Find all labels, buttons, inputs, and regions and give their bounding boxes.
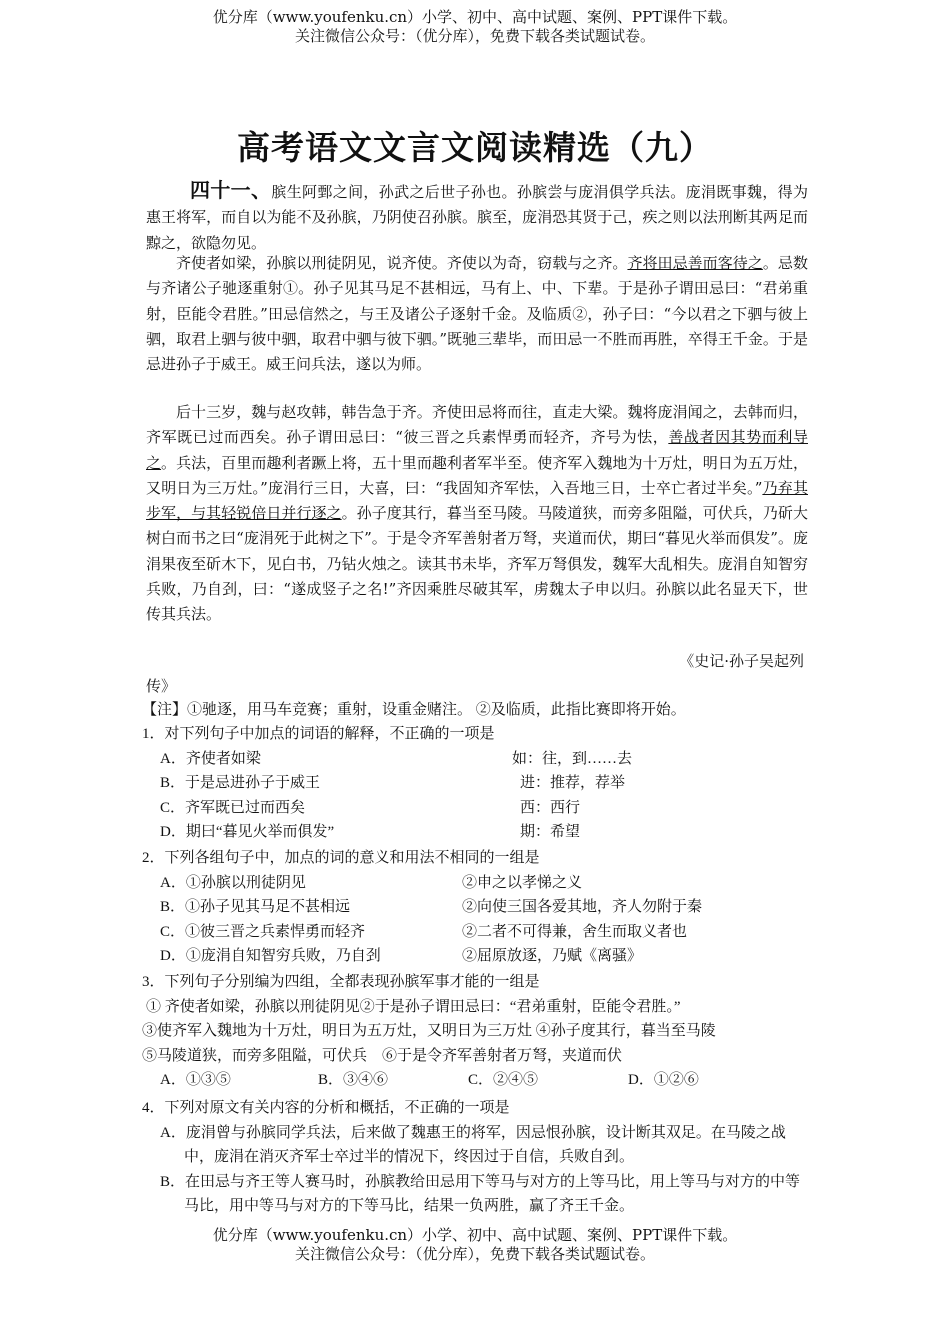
q3-option-a: A．①③⑤ xyxy=(160,1072,231,1088)
passage-paragraph-2 xyxy=(146,251,808,377)
option-text: B．①孙子见其马足不甚相远 xyxy=(160,899,351,915)
source-citation: 《史记·孙子吴起列 xyxy=(679,652,804,670)
option-text: D．①庞涓自知智穷兵败，乃自刭 xyxy=(160,948,381,964)
q2-option-d xyxy=(142,944,822,969)
q4-option-a: A．庞涓曾与孙膑同学兵法，后来做了魏惠王的将军，因忌恨孙膑，设计断其双足。在马陵之战中，庞涓在消灭齐军士卒过半的情况下，终因过于自信，兵败自刭。 xyxy=(160,1124,786,1165)
option-text: B．于是忌进孙子于威王 xyxy=(160,775,321,791)
q3-option-c: C．②④⑤ xyxy=(468,1072,539,1088)
option-text: 期：希望 xyxy=(520,824,581,840)
question-1 xyxy=(142,722,822,845)
question-2-stem: 2．下列各组句子中，加点的词的意义和用法不相同的一组是 xyxy=(142,850,540,866)
header-line-2: 关注微信公众号：（优分库），免费下载各类试题试卷。 xyxy=(294,27,655,45)
option-text: D．期曰“暮见火举而俱发” xyxy=(160,824,335,840)
question-2 xyxy=(142,846,822,969)
q3-line-1: ① 齐使者如梁，孙膑以刑徒阴见②于是孙子谓田忌曰：“君弟重射，臣能令君胜。” xyxy=(146,998,681,1015)
question-4 xyxy=(142,1096,812,1219)
note-text: 【注】①驰逐，用马车竞赛；重射，设重金赌注。 ②及临质，此指比赛即将开始。 xyxy=(142,702,686,718)
underlined-sentence-2: 善战者因其势而利导之 xyxy=(146,428,808,472)
page-footer xyxy=(0,1226,950,1264)
q3-line-3: ⑤马陵道狭，而旁多阻隘，可伏兵 ⑥于是令齐军善射者万弩，夹道而伏 xyxy=(142,1047,623,1064)
option-text: 如：往，到……去 xyxy=(512,750,633,767)
q4-option-b: B．在田忌与齐王等人赛马时，孙膑教给田忌用下等马与对方的上等马比，用上等马与对方的中等马比，用中等马与对方的下等马比，结果一负两胜，赢了齐王千金。 xyxy=(160,1173,801,1214)
option-text: 西：西行 xyxy=(520,799,581,816)
q3-option-b: B．③④⑥ xyxy=(318,1072,389,1088)
question-3 xyxy=(142,970,822,1093)
page-header xyxy=(0,8,950,46)
footer-line-2: 关注微信公众号：（优分库），免费下载各类试题试卷。 xyxy=(294,1245,655,1263)
q1-option-b xyxy=(142,771,822,796)
passage-paragraph-3 xyxy=(146,400,808,628)
q3-option-d: D．①②⑥ xyxy=(628,1072,699,1088)
paragraph-2-text-b: 。忌数与齐诸公子驰逐重射①。孙子见其马足不甚相远，马有上、中、下辈。于是孙子谓田忌曰：“君弟重射，臣能令君胜。”田忌信然之，与王及诸公子逐射千金。及临质②，孙子曰：“今以君之下驷与彼上驷，取君上驷与彼中驷，取君中驷与彼下驷。”既驰三辈毕，而田忌一不胜而再胜，卒得王千金。于是忌进孙子于威王。威王问兵法，遂以为师。 xyxy=(146,254,808,374)
option-text: ②申之以孝悌之义 xyxy=(462,874,583,891)
paragraph-3-text-b: 。兵法，百里而趣利者蹶上将，五十里而趣利者军半至。使齐军入魏地为十万灶，明日为五万灶，又明日为三万灶。”庞涓行三日，大喜，曰：“我固知齐军怯，入吾地三日，士卒亡者过半矣。” xyxy=(146,453,808,497)
underlined-sentence-1: 齐将田忌善而客待之 xyxy=(627,254,763,272)
question-1-stem: 1．对下列句子中加点的词语的解释，不正确的一项是 xyxy=(142,726,495,742)
q2-option-a xyxy=(142,871,822,896)
question-3-stem: 3．下列句子分别编为四组，全都表现孙膑军事才能的一组是 xyxy=(142,974,540,990)
q2-option-b xyxy=(142,895,822,920)
passage-paragraph-1 xyxy=(146,178,808,256)
option-text: 进：推荐，荐举 xyxy=(520,775,626,791)
option-text: ②屈原放逐，乃赋《离骚》 xyxy=(462,948,643,964)
q1-option-c xyxy=(142,796,822,821)
option-text: A．齐使者如梁 xyxy=(160,750,261,767)
option-text: A．①孙膑以刑徒阴见 xyxy=(160,874,306,891)
option-text: C．①彼三晋之兵素悍勇而轻齐 xyxy=(160,923,366,940)
paragraph-3-text-c: 。孙子度其行，暮当至马陵。马陵道狭，而旁多阻隘，可伏兵，乃斫大树白而书之曰“庞涓死于此树之下”。于是令齐军善射者万弩，夹道而伏，期曰“暮见火举而俱发”。庞涓果夜至斫木下，见白书，乃钻火烛之。读其书未毕，齐军万弩俱发，魏军大乱相失。庞涓自知智穷兵败，乃自刭，曰：“遂成竖子之名!”齐因乘胜尽破其军，虏魏太子申以归。孙膑以此名显天下，世传其兵法。 xyxy=(146,504,808,624)
note xyxy=(142,698,822,723)
paragraph-1-text: 膑生阿鄄之间，孙武之后世子孙也。孙膑尝与庞涓俱学兵法。庞涓既事魏，得为惠王将军，而自以为能不及孙膑，乃阴使召孙膑。膑至，庞涓恐其贤于己，疾之则以法刑断其两足而黥之，欲隐勿见。 xyxy=(146,183,808,252)
page-title: 高考语文文言文阅读精选（九） xyxy=(237,128,713,167)
option-text: ②向使三国各爱其地，齐人勿附于秦 xyxy=(462,899,703,915)
q1-option-a xyxy=(142,747,822,772)
q3-line-2: ③使齐军入魏地为十万灶，明日为五万灶，又明日为三万灶 ④孙子度其行，暮当至马陵 xyxy=(142,1023,716,1039)
header-line-1: 优分库（www.youfenku.cn）小学、初中、高中试题、案例、PPT课件下载。 xyxy=(212,8,738,26)
option-text: C．齐军既已过而西矣 xyxy=(160,799,306,816)
question-4-stem: 4．下列对原文有关内容的分析和概括，不正确的一项是 xyxy=(142,1100,510,1116)
option-text: ②二者不可得兼，舍生而取义者也 xyxy=(462,923,688,940)
q2-option-c xyxy=(142,920,822,945)
q3-options xyxy=(142,1068,822,1093)
source-citation-cont: 传》 xyxy=(146,677,177,695)
underlined-sentence-3: 乃弃其步军，与其轻锐倍日并行逐之 xyxy=(146,478,808,523)
section-number: 四十一、 xyxy=(190,178,272,202)
q1-option-d xyxy=(142,820,822,845)
paragraph-2-text-a: 齐使者如梁，孙膑以刑徒阴见，说齐使。齐使以为奇，窃载与之齐。 xyxy=(176,254,628,272)
footer-line-1: 优分库（www.youfenku.cn）小学、初中、高中试题、案例、PPT课件下载。 xyxy=(212,1226,738,1244)
paragraph-3-text-a: 后十三岁，魏与赵攻韩，韩告急于齐。齐使田忌将而往，直走大梁。魏将庞涓闻之，去韩而归，齐军既已过而西矣。孙子谓田忌曰：“彼三晋之兵素悍勇而轻齐，齐号为怯， xyxy=(146,403,808,447)
